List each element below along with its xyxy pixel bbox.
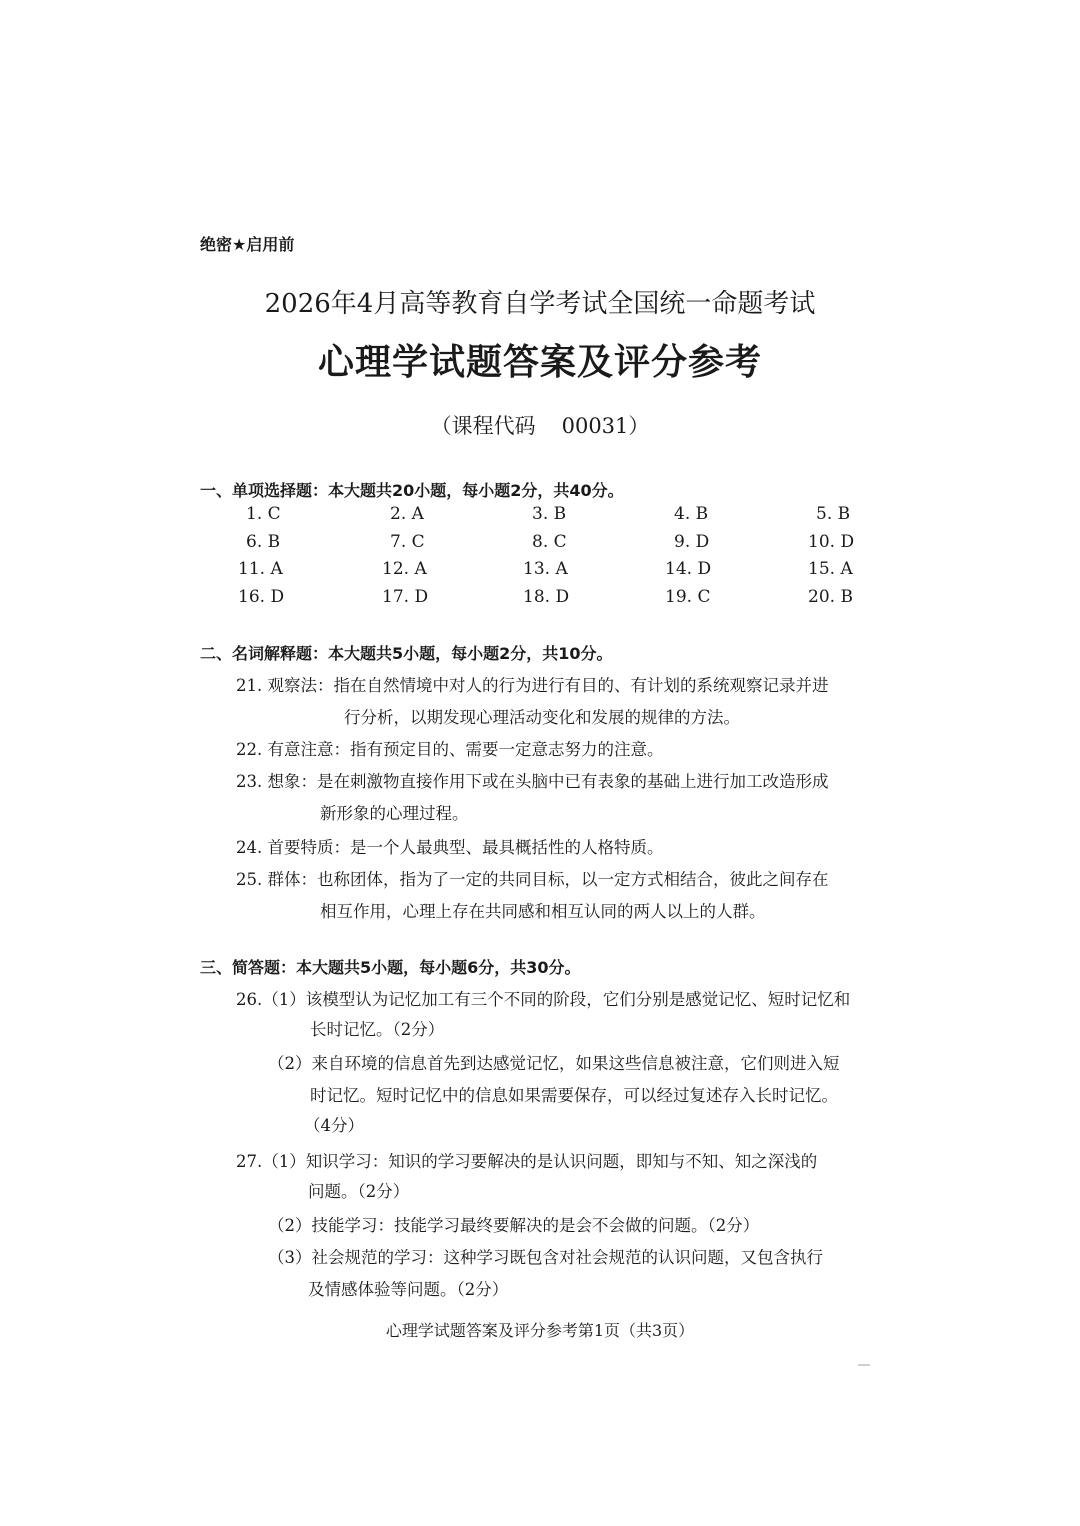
course-code-label: （课程代码 [430,414,536,438]
part-lead: （1） [262,990,306,1009]
term-item [236,670,829,703]
answer-line: 来自环境的信息首先到达感觉记忆，如果这些信息被注意，它们则进入短 [311,1054,840,1073]
answer-cell: 17. D [382,586,429,607]
answer-line: 社会规范的学习：这种学习既包含对社会规范的认识问题，又包含执行 [311,1248,823,1267]
term-line-cont: 新形象的心理过程。 [320,804,469,823]
term-item [236,864,829,897]
term-item [236,832,664,865]
q27-part1 [236,1146,817,1179]
page-footer: 心理学试题答案及评分参考第1页（共3页） [385,1321,695,1340]
part-lead: （1） [262,1152,306,1171]
course-code-value: 00031） [561,414,650,438]
q27-part3 [268,1242,823,1275]
part-lead: （3） [268,1248,312,1267]
answer-row [200,532,900,560]
answer-cell: 9. D [674,531,710,552]
answer-row [200,504,900,532]
term-line-cont: 相互作用，心理上存在共同感和相互认同的两人以上的人群。 [320,902,766,921]
term-lead: 23. 想象： [236,772,317,791]
answer-cell: 7. C [390,531,425,552]
secret-mark: 绝密★启用前 [200,235,295,254]
answer-line: 及情感体验等问题。（2分） [308,1280,509,1299]
answer-cell: 10. D [808,531,855,552]
answer-cell: 3. B [532,504,567,524]
answer-line: 知识学习：知识的学习要解决的是认识问题，即知与不知、知之深浅的 [305,1152,818,1171]
q27-part2 [268,1210,759,1243]
q26-part2 [268,1048,840,1081]
section2-heading: 二、名词解释题：本大题共5小题，每小题2分，共10分。 [200,644,613,663]
answer-line: （4分） [304,1116,364,1135]
answer-cell: 18. D [523,586,570,607]
answer-line: 问题。（2分） [308,1182,410,1201]
answer-cell: 20. B [808,586,853,607]
course-code [0,410,1080,440]
part-lead: （2） [268,1216,312,1235]
question-number: 26. [236,990,263,1009]
answer-row [200,559,900,587]
answer-cell: 13. A [523,559,568,579]
term-item [236,734,664,767]
term-line: 指有预定目的、需要一定意志努力的注意。 [350,740,664,759]
q26-part1 [236,984,850,1017]
term-line: 也称团体，指为了一定的共同目标，以一定方式相结合，彼此之间存在 [317,870,829,889]
term-line: 是在刺激物直接作用下或在头脑中已有表象的基础上进行加工改造形成 [317,772,829,791]
answer-cell: 4. B [674,504,709,524]
answer-line: 该模型认为记忆加工有三个不同的阶段，它们分别是感觉记忆、短时记忆和 [305,990,851,1009]
term-line: 指在自然情境中对人的行为进行有目的、有计划的系统观察记录并进 [333,676,829,695]
term-lead: 22. 有意注意： [236,740,350,759]
answer-cell: 19. C [665,586,711,607]
term-line: 是一个人最典型、最具概括性的人格特质。 [350,838,664,857]
answer-line: 长时记忆。（2分） [310,1020,445,1039]
answer-cell: 14. D [665,559,712,579]
term-item [236,766,829,799]
answer-cell: 8. C [532,531,567,552]
scan-speck [858,1364,870,1366]
answer-cell: 11. A [238,559,283,579]
answer-cell: 16. D [238,586,285,607]
answer-line: 技能学习：技能学习最终要解决的是会不会做的问题。（2分） [311,1216,760,1235]
exam-title: 2026年4月高等教育自学考试全国统一命题考试 [264,289,816,319]
answer-grid [200,504,900,614]
answer-line: 时记忆。短时记忆中的信息如果需要保存，可以经过复述存入长时记忆。 [310,1086,838,1105]
answer-row [200,587,900,615]
term-lead: 25. 群体： [236,870,317,889]
term-lead: 21. 观察法： [236,676,334,695]
answer-cell: 15. A [808,559,853,579]
answer-cell: 6. B [246,531,281,552]
paper-title: 心理学试题答案及评分参考 [317,342,762,383]
term-line-cont: 行分析，以期发现心理活动变化和发展的规律的方法。 [344,708,740,727]
answer-cell: 1. C [246,504,281,524]
section3-heading: 三、简答题：本大题共5小题，每小题6分，共30分。 [200,958,581,977]
term-lead: 24. 首要特质： [236,838,350,857]
question-number: 27. [236,1152,263,1171]
section1-heading: 一、单项选择题：本大题共20小题，每小题2分，共40分。 [200,481,624,500]
part-lead: （2） [268,1054,312,1073]
answer-cell: 2. A [390,504,424,524]
answer-cell: 5. B [816,504,851,524]
answer-cell: 12. A [382,559,427,579]
